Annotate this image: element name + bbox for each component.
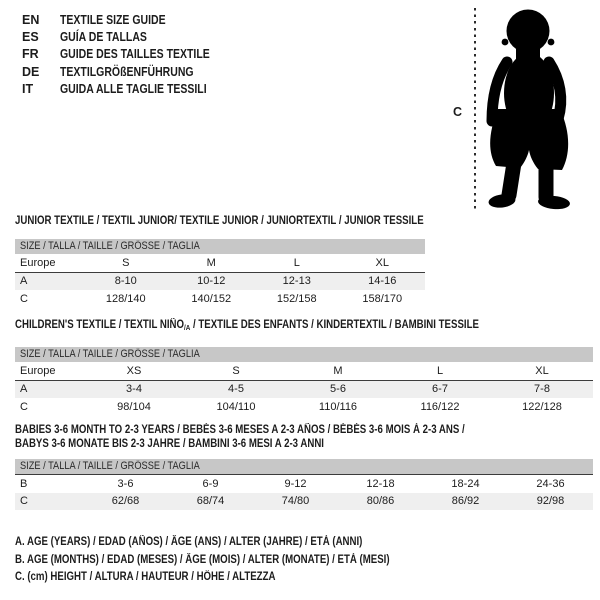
table-title: CHILDREN'S TEXTILE / TEXTIL $NIÑO_{/A}$ / TEXTILE DES ENFANTS / KINDERTEXTIL / BAMBINI TESSILE (15, 319, 479, 332)
table-row-height (15, 290, 425, 308)
header-cell-europe: Europe (20, 364, 56, 377)
table-cell: 18-24 (451, 477, 480, 490)
header-cell-size: XL (375, 256, 389, 269)
table-cell: 5-6 (330, 383, 346, 396)
table-cell: 3-6 (117, 477, 134, 490)
language-title: GUÍA DE TALLAS (60, 29, 147, 44)
table-cell: 6-9 (202, 477, 219, 490)
table-cell: 116/122 (420, 400, 460, 413)
height-measure-line (474, 8, 476, 210)
height-measure-label: C (453, 105, 463, 119)
table-cell: 8-10 (114, 275, 137, 288)
row-label: B (20, 477, 28, 490)
table-title-line2: BABYS 3-6 MONATE BIS 2-3 JAHRE / BAMBINI 3-6 MESI A 2-3 ANNI (15, 437, 324, 450)
table-cell: 104/110 (216, 400, 256, 413)
legend-line-a: A. AGE (YEARS) / EDAD (AÑOS) / ÂGE (ANS) / ALTER (JAHRE) / ETÀ (ANNI) (15, 536, 363, 548)
language-row-fr (22, 46, 238, 63)
language-title-list (22, 11, 238, 97)
row-label: C (20, 292, 28, 305)
language-code: DE (22, 64, 40, 79)
language-row-en (22, 11, 238, 28)
measurement-legend (15, 534, 461, 587)
language-title: GUIDE DES TAILLES TEXTILE (60, 47, 210, 62)
table-header-row (15, 254, 425, 273)
table-cell: 110/116 (318, 400, 358, 413)
header-cell-size: L (436, 364, 444, 377)
legend-line-b: B. AGE (MONTHS) / EDAD (MESES) / ÂGE (MOIS) / ALTER (MONATE) / ETÀ (MESI) (15, 553, 390, 566)
table-header-row (15, 362, 593, 381)
row-label: A (20, 275, 28, 288)
size-band: SIZE / TALLA / TAILLE / GRÖSSE / TAGLIA (15, 459, 593, 475)
size-band: SIZE / TALLA / TAILLE / GRÖSSE / TAGLIA (15, 239, 425, 254)
language-row-es (22, 28, 238, 45)
language-title: GUIDA ALLE TAGLIE TESSILI (60, 81, 207, 96)
header-cell-size: L (293, 256, 300, 269)
header-cell-size: M (333, 364, 343, 377)
header-cell-size: S (122, 256, 130, 269)
table-cell: 122/128 (522, 400, 562, 413)
legend-line-c: C. (cm) HEIGHT / ALTURA / HAUTEUR / HÖHE / ALTEZZA (15, 571, 276, 584)
table-cell: 80/86 (366, 495, 395, 508)
table-cell: 98/104 (117, 400, 151, 413)
junior-textile-table (15, 215, 425, 308)
table-cell: 12-18 (366, 477, 395, 490)
table-cell: 140/152 (191, 292, 232, 305)
header-cell-size: XS (126, 364, 142, 377)
header-cell-europe: Europe (20, 256, 56, 269)
language-code: FR (22, 47, 39, 62)
language-row-de (22, 63, 238, 80)
table-cell: 128/140 (105, 292, 146, 305)
title-subscript: /A (184, 323, 191, 332)
table-row-height (15, 398, 593, 416)
table-title-line1: BABIES 3-6 MONTH TO 2-3 YEARS / BEBÉS 3-6 MESES A 2-3 AÑOS / BÉBÉS 3-6 MOIS À 2-3 ANS / (15, 424, 465, 436)
header-cell-size: M (206, 256, 216, 269)
toddler-silhouette-image (484, 5, 590, 212)
table-row-age (15, 381, 593, 399)
table-cell: 3-4 (126, 383, 142, 396)
babies-textile-table (15, 424, 593, 510)
row-label: C (20, 400, 28, 413)
table-cell: 24-36 (536, 477, 565, 490)
row-label: C (20, 495, 28, 508)
table-cell: 6-7 (432, 383, 448, 396)
table-row-age-months (15, 475, 593, 493)
table-cell: 86/92 (451, 495, 480, 508)
header-cell-size: S (232, 364, 240, 377)
table-cell: 158/170 (362, 292, 403, 305)
row-label: A (20, 383, 28, 396)
table-cell: 152/158 (276, 292, 317, 305)
table-cell: 4-5 (228, 383, 244, 396)
language-code: IT (22, 81, 34, 96)
table-row-height (15, 493, 593, 511)
table-row-age (15, 273, 425, 291)
table-cell: 68/74 (196, 495, 225, 508)
table-cell: 62/68 (111, 495, 140, 508)
language-title: TEXTILE SIZE GUIDE (60, 12, 166, 27)
size-band: SIZE / TALLA / TAILLE / GRÖSSE / TAGLIA (15, 347, 593, 362)
table-cell: 74/80 (281, 495, 310, 508)
table-cell: 10-12 (197, 275, 226, 288)
table-cell: 7-8 (534, 383, 550, 396)
children-textile-table (15, 319, 593, 416)
table-cell: 12-13 (282, 275, 311, 288)
language-title: TEXTILGRÖßENFÜHRUNG (60, 64, 194, 79)
header-cell-size: XL (535, 364, 549, 377)
language-code: ES (22, 29, 39, 44)
table-cell: 92/98 (536, 495, 565, 508)
table-title: JUNIOR TEXTILE / TEXTIL JUNIOR/ TEXTILE JUNIOR / JUNIORTEXTIL / JUNIOR TESSILE (15, 215, 424, 227)
table-cell: 9-12 (284, 477, 307, 490)
language-row-it (22, 80, 238, 97)
table-cell: 14-16 (368, 275, 397, 288)
language-code: EN (22, 12, 40, 27)
